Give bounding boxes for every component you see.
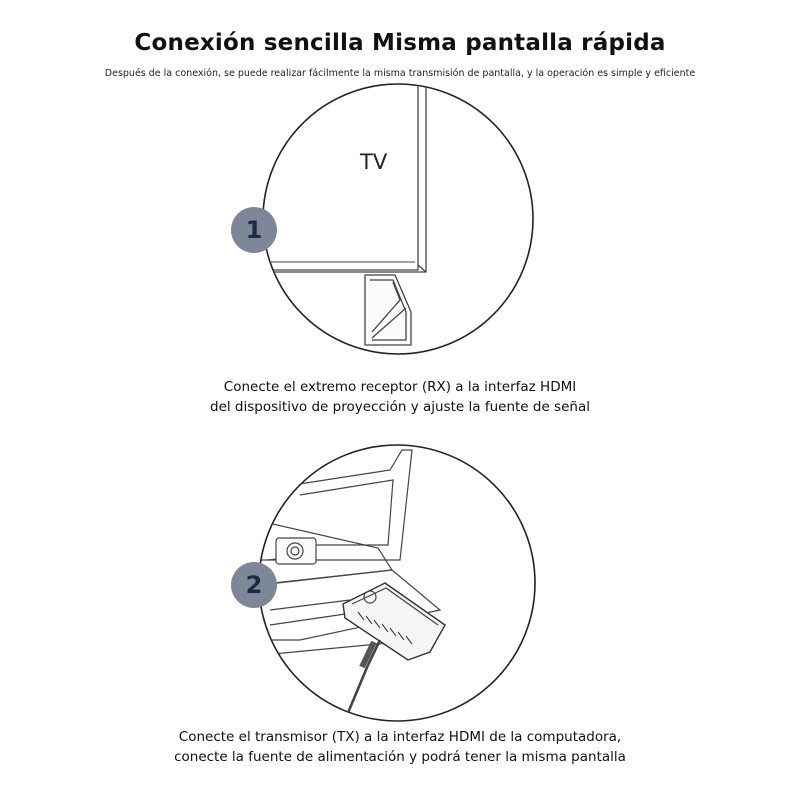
page-subtitle: Después de la conexión, se puede realizar fácilmente la misma transmisión de pantalla, y la operación es simple y eficiente	[104, 68, 696, 79]
step2-caption	[0, 727, 800, 767]
laptop-illustration	[255, 445, 535, 721]
tv-label: TV	[360, 150, 388, 174]
step1-caption-line2: del dispositivo de proyección y ajuste la fuente de señal	[210, 399, 590, 415]
step-badge-1: 1	[231, 207, 277, 253]
step1-caption	[0, 377, 800, 417]
step-badge-2: 2	[231, 562, 277, 608]
step1-caption-line1: Conecte el extremo receptor (RX) a la interfaz HDMI	[223, 379, 577, 395]
step2-caption-line2: conecte la fuente de alimentación y podrá tener la misma pantalla	[174, 749, 626, 765]
page-title: Conexión sencilla Misma pantalla rápida	[134, 30, 666, 56]
step2-caption-line1: Conecte el transmisor (TX) a la interfaz HDMI de la computadora,	[178, 729, 622, 745]
tv-illustration	[240, 60, 533, 354]
